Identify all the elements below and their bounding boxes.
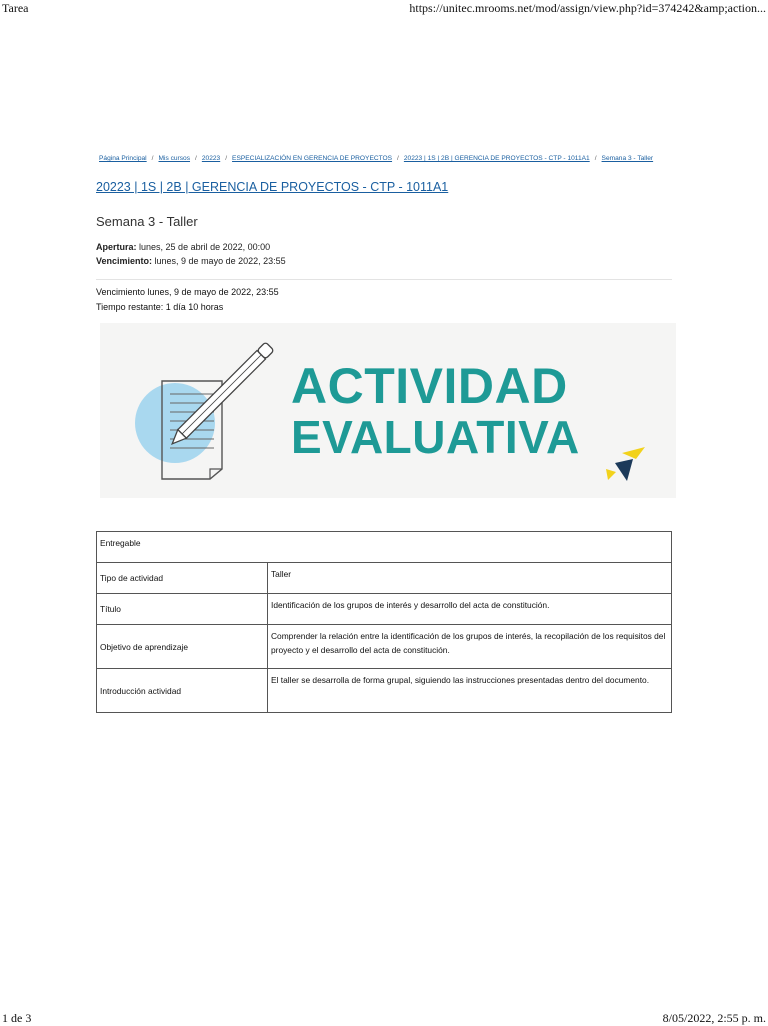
opening-date xyxy=(96,240,286,254)
table-value-cell: Identificación de los grupos de interés y desarrollo del acta de constitución. xyxy=(268,594,672,625)
table-value-cell: El taller se desarrolla de forma grupal, siguiendo las instrucciones presentadas dentro del documento. xyxy=(268,669,672,713)
due-info-date: Vencimiento lunes, 9 de mayo de 2022, 23:55 xyxy=(96,287,279,297)
accent-yellow-shape xyxy=(622,447,645,459)
breadcrumb-period-link[interactable]: 20223 xyxy=(201,155,221,162)
table-value-cell: Comprender la relación entre la identificación de los grupos de interés, la recopilación de los requisitos del proyecto y el desarrollo del acta de constitución. xyxy=(268,625,672,669)
breadcrumb-course-link[interactable]: 20223 | 1S | 2B | GERENCIA DE PROYECTOS - CTP - 1011A1 xyxy=(403,155,590,162)
assignment-info-table xyxy=(96,531,672,713)
accent-yellow-small xyxy=(606,469,616,480)
due-label: Vencimiento: xyxy=(96,256,153,266)
time-remaining: Tiempo restante: 1 día 10 horas xyxy=(96,302,224,312)
breadcrumb xyxy=(99,155,659,162)
divider xyxy=(96,279,672,280)
due-info xyxy=(96,285,279,315)
due-date xyxy=(96,254,286,268)
assignment-dates xyxy=(96,240,286,268)
table-row xyxy=(97,625,672,669)
activity-banner xyxy=(100,323,676,498)
opening-value: lunes, 25 de abril de 2022, 00:00 xyxy=(139,242,271,252)
table-label-cell: Introducción actividad xyxy=(97,669,268,713)
print-page-title: Tarea xyxy=(2,1,29,15)
breadcrumb-separator: / xyxy=(151,155,154,162)
table-row xyxy=(97,563,672,594)
table-label-cell: Tipo de actividad xyxy=(97,563,268,594)
opening-label: Apertura: xyxy=(96,242,137,252)
print-header xyxy=(0,0,768,16)
table-value-cell: Taller xyxy=(268,563,672,594)
table-label-cell: Título xyxy=(97,594,268,625)
page-title: Semana 3 - Taller xyxy=(96,214,198,229)
banner-circle xyxy=(135,383,215,463)
table-row xyxy=(97,594,672,625)
breadcrumb-program-link[interactable]: ESPECIALIZACIÓN EN GERENCIA DE PROYECTOS xyxy=(232,155,393,162)
banner-title-line2: EVALUATIVA xyxy=(291,411,580,463)
print-datetime: 8/05/2022, 2:55 p. m. xyxy=(662,1011,766,1025)
table-header-cell: Entregable xyxy=(97,532,672,563)
course-title-link[interactable]: 20223 | 1S | 2B | GERENCIA DE PROYECTOS - CTP - 1011A1 xyxy=(96,180,449,194)
breadcrumb-separator: / xyxy=(225,155,228,162)
banner-title-line1: ACTIVIDAD xyxy=(291,358,568,414)
table-row xyxy=(97,532,672,563)
due-value: lunes, 9 de mayo de 2022, 23:55 xyxy=(154,256,286,266)
breadcrumb-assignment-link[interactable]: Semana 3 - Taller xyxy=(601,155,654,162)
breadcrumb-my-courses-link[interactable]: Mis cursos xyxy=(158,155,191,162)
print-url: https://unitec.mrooms.net/mod/assign/view.php?id=374242&amp;action... xyxy=(409,1,766,15)
breadcrumb-separator: / xyxy=(195,155,197,162)
print-page-number: 1 de 3 xyxy=(2,1011,32,1025)
table-label-cell: Objetivo de aprendizaje xyxy=(97,625,268,669)
accent-navy-shape xyxy=(615,459,633,481)
table-row xyxy=(97,669,672,713)
breadcrumb-separator: / xyxy=(594,155,597,162)
breadcrumb-home-link[interactable]: Página Principal xyxy=(99,155,147,162)
breadcrumb-separator: / xyxy=(397,155,399,162)
